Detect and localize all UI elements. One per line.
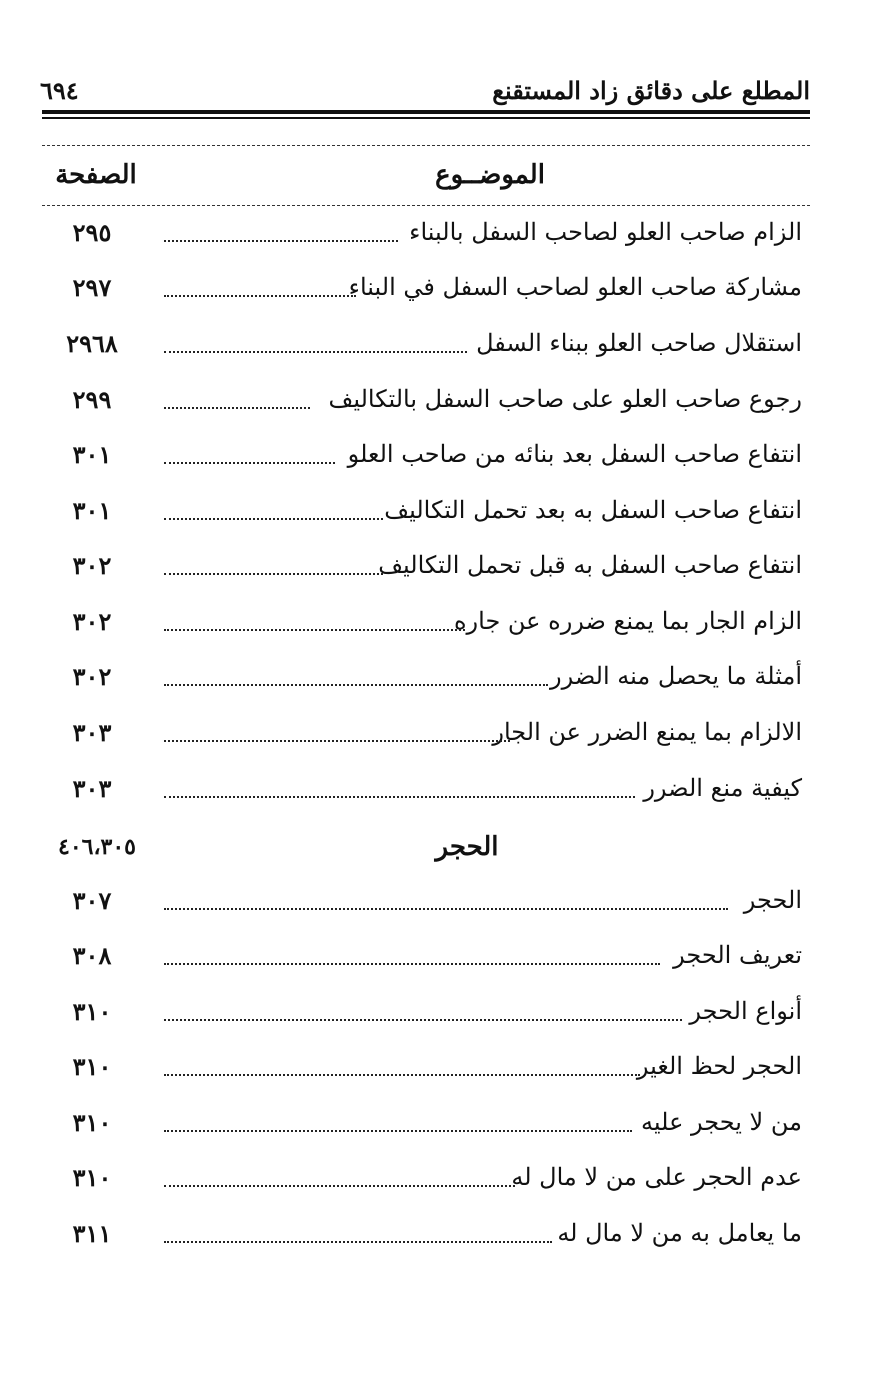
toc-page: ٢٩٧ bbox=[72, 273, 112, 302]
toc-topic: من لا يحجر عليه bbox=[641, 1108, 802, 1136]
toc-row[interactable] bbox=[42, 1048, 810, 1094]
table-top-divider bbox=[42, 145, 810, 146]
leader-dots bbox=[164, 684, 548, 686]
toc-page: ٣٠٣ bbox=[72, 774, 112, 803]
toc-page: ٣٠٣ bbox=[72, 718, 112, 747]
toc-row[interactable] bbox=[42, 993, 810, 1039]
leader-dots bbox=[164, 908, 728, 910]
section-pages: ٤٠٦،٣٠٥ bbox=[58, 834, 136, 860]
toc-topic: الحجر لحظ الغير bbox=[636, 1052, 802, 1080]
toc-topic: الالزام بما يمنع الضرر عن الجار bbox=[492, 718, 802, 746]
toc-row[interactable] bbox=[42, 547, 810, 593]
toc-topic: انتفاع صاحب السفل به قبل تحمل التكاليف bbox=[378, 551, 802, 579]
toc-topic: مشاركة صاحب العلو لصاحب السفل في البناء bbox=[348, 273, 802, 301]
leader-dots bbox=[164, 963, 660, 965]
toc-topic: الزام الجار بما يمنع ضرره عن جاره bbox=[453, 607, 802, 635]
toc-page: ٣٠٢ bbox=[72, 662, 112, 691]
toc-page: ٣١٠ bbox=[72, 1052, 112, 1081]
toc-topic: استقلال صاحب العلو ببناء السفل bbox=[476, 329, 802, 357]
toc-row[interactable] bbox=[42, 381, 810, 427]
toc-page: ٣١٠ bbox=[72, 997, 112, 1026]
leader-dots bbox=[164, 1130, 632, 1132]
toc-topic: انتفاع صاحب السفل بعد بنائه من صاحب العلو bbox=[347, 440, 802, 468]
header-rule-thin bbox=[42, 117, 810, 119]
toc-row[interactable] bbox=[42, 658, 810, 704]
leader-dots bbox=[164, 796, 635, 798]
toc-topic: الزام صاحب العلو لصاحب السفل بالبناء bbox=[409, 218, 802, 246]
toc-row[interactable] bbox=[42, 214, 810, 260]
toc-page: ٣١٠ bbox=[72, 1163, 112, 1192]
toc-topic: ما يعامل به من لا مال له bbox=[557, 1219, 802, 1247]
toc-topic: تعريف الحجر bbox=[673, 941, 802, 969]
toc-row[interactable] bbox=[42, 492, 810, 538]
toc-row[interactable] bbox=[42, 269, 810, 315]
leader-dots bbox=[164, 407, 310, 409]
toc-page: ٣١١ bbox=[72, 1219, 112, 1248]
toc-row[interactable] bbox=[42, 325, 810, 371]
running-header bbox=[40, 72, 810, 112]
toc-page: ٢٩٦٨ bbox=[66, 329, 118, 358]
toc-page: ٣٠٢ bbox=[72, 551, 112, 580]
toc-page: ٣٠١ bbox=[72, 496, 112, 525]
leader-dots bbox=[164, 1185, 515, 1187]
toc-topic: رجوع صاحب العلو على صاحب السفل بالتكاليف bbox=[328, 385, 802, 413]
header-rule-thick bbox=[42, 110, 810, 114]
toc-row[interactable] bbox=[42, 603, 810, 649]
toc-topic: انتفاع صاحب السفل به بعد تحمل التكاليف bbox=[384, 496, 802, 524]
toc-topic: الحجر bbox=[743, 886, 802, 914]
toc-row[interactable] bbox=[42, 882, 810, 928]
toc-page: ٣٠٢ bbox=[72, 607, 112, 636]
toc-page: ٢٩٩ bbox=[72, 385, 112, 414]
leader-dots bbox=[164, 740, 510, 742]
toc-topic: عدم الحجر على من لا مال له bbox=[511, 1163, 802, 1191]
leader-dots bbox=[164, 629, 465, 631]
table-header-divider bbox=[42, 205, 810, 206]
leader-dots bbox=[164, 351, 467, 353]
topic-column-header: الموضــوع bbox=[435, 160, 545, 190]
toc-row[interactable] bbox=[42, 937, 810, 983]
book-title: المطلع على دقائق زاد المستقنع bbox=[492, 76, 810, 105]
page-column-header: الصفحة bbox=[55, 160, 137, 190]
toc-row[interactable] bbox=[42, 770, 810, 816]
toc-row[interactable] bbox=[42, 1215, 810, 1261]
leader-dots bbox=[164, 240, 398, 242]
page-number: ٦٩٤ bbox=[40, 76, 79, 105]
leader-dots bbox=[164, 295, 356, 297]
leader-dots bbox=[164, 518, 383, 520]
leader-dots bbox=[164, 1241, 552, 1243]
leader-dots bbox=[164, 573, 383, 575]
toc-row[interactable] bbox=[42, 714, 810, 760]
toc-row[interactable] bbox=[42, 1104, 810, 1150]
toc-page: ٣٠٧ bbox=[72, 886, 112, 915]
leader-dots bbox=[164, 462, 335, 464]
toc-row[interactable] bbox=[42, 1159, 810, 1205]
toc-page: ٢٩٥ bbox=[72, 218, 112, 247]
toc-topic: أمثلة ما يحصل منه الضرر bbox=[549, 662, 802, 690]
toc-page: ٣٠١ bbox=[72, 440, 112, 469]
toc-page: ٣٠٨ bbox=[72, 941, 112, 970]
toc-topic: كيفية منع الضرر bbox=[643, 774, 802, 802]
section-title: الحجر bbox=[435, 832, 499, 862]
toc-topic: أنواع الحجر bbox=[689, 997, 802, 1025]
section-heading[interactable] bbox=[42, 828, 810, 874]
leader-dots bbox=[164, 1074, 640, 1076]
toc-row[interactable] bbox=[42, 436, 810, 482]
leader-dots bbox=[164, 1019, 682, 1021]
toc-page: ٣١٠ bbox=[72, 1108, 112, 1137]
